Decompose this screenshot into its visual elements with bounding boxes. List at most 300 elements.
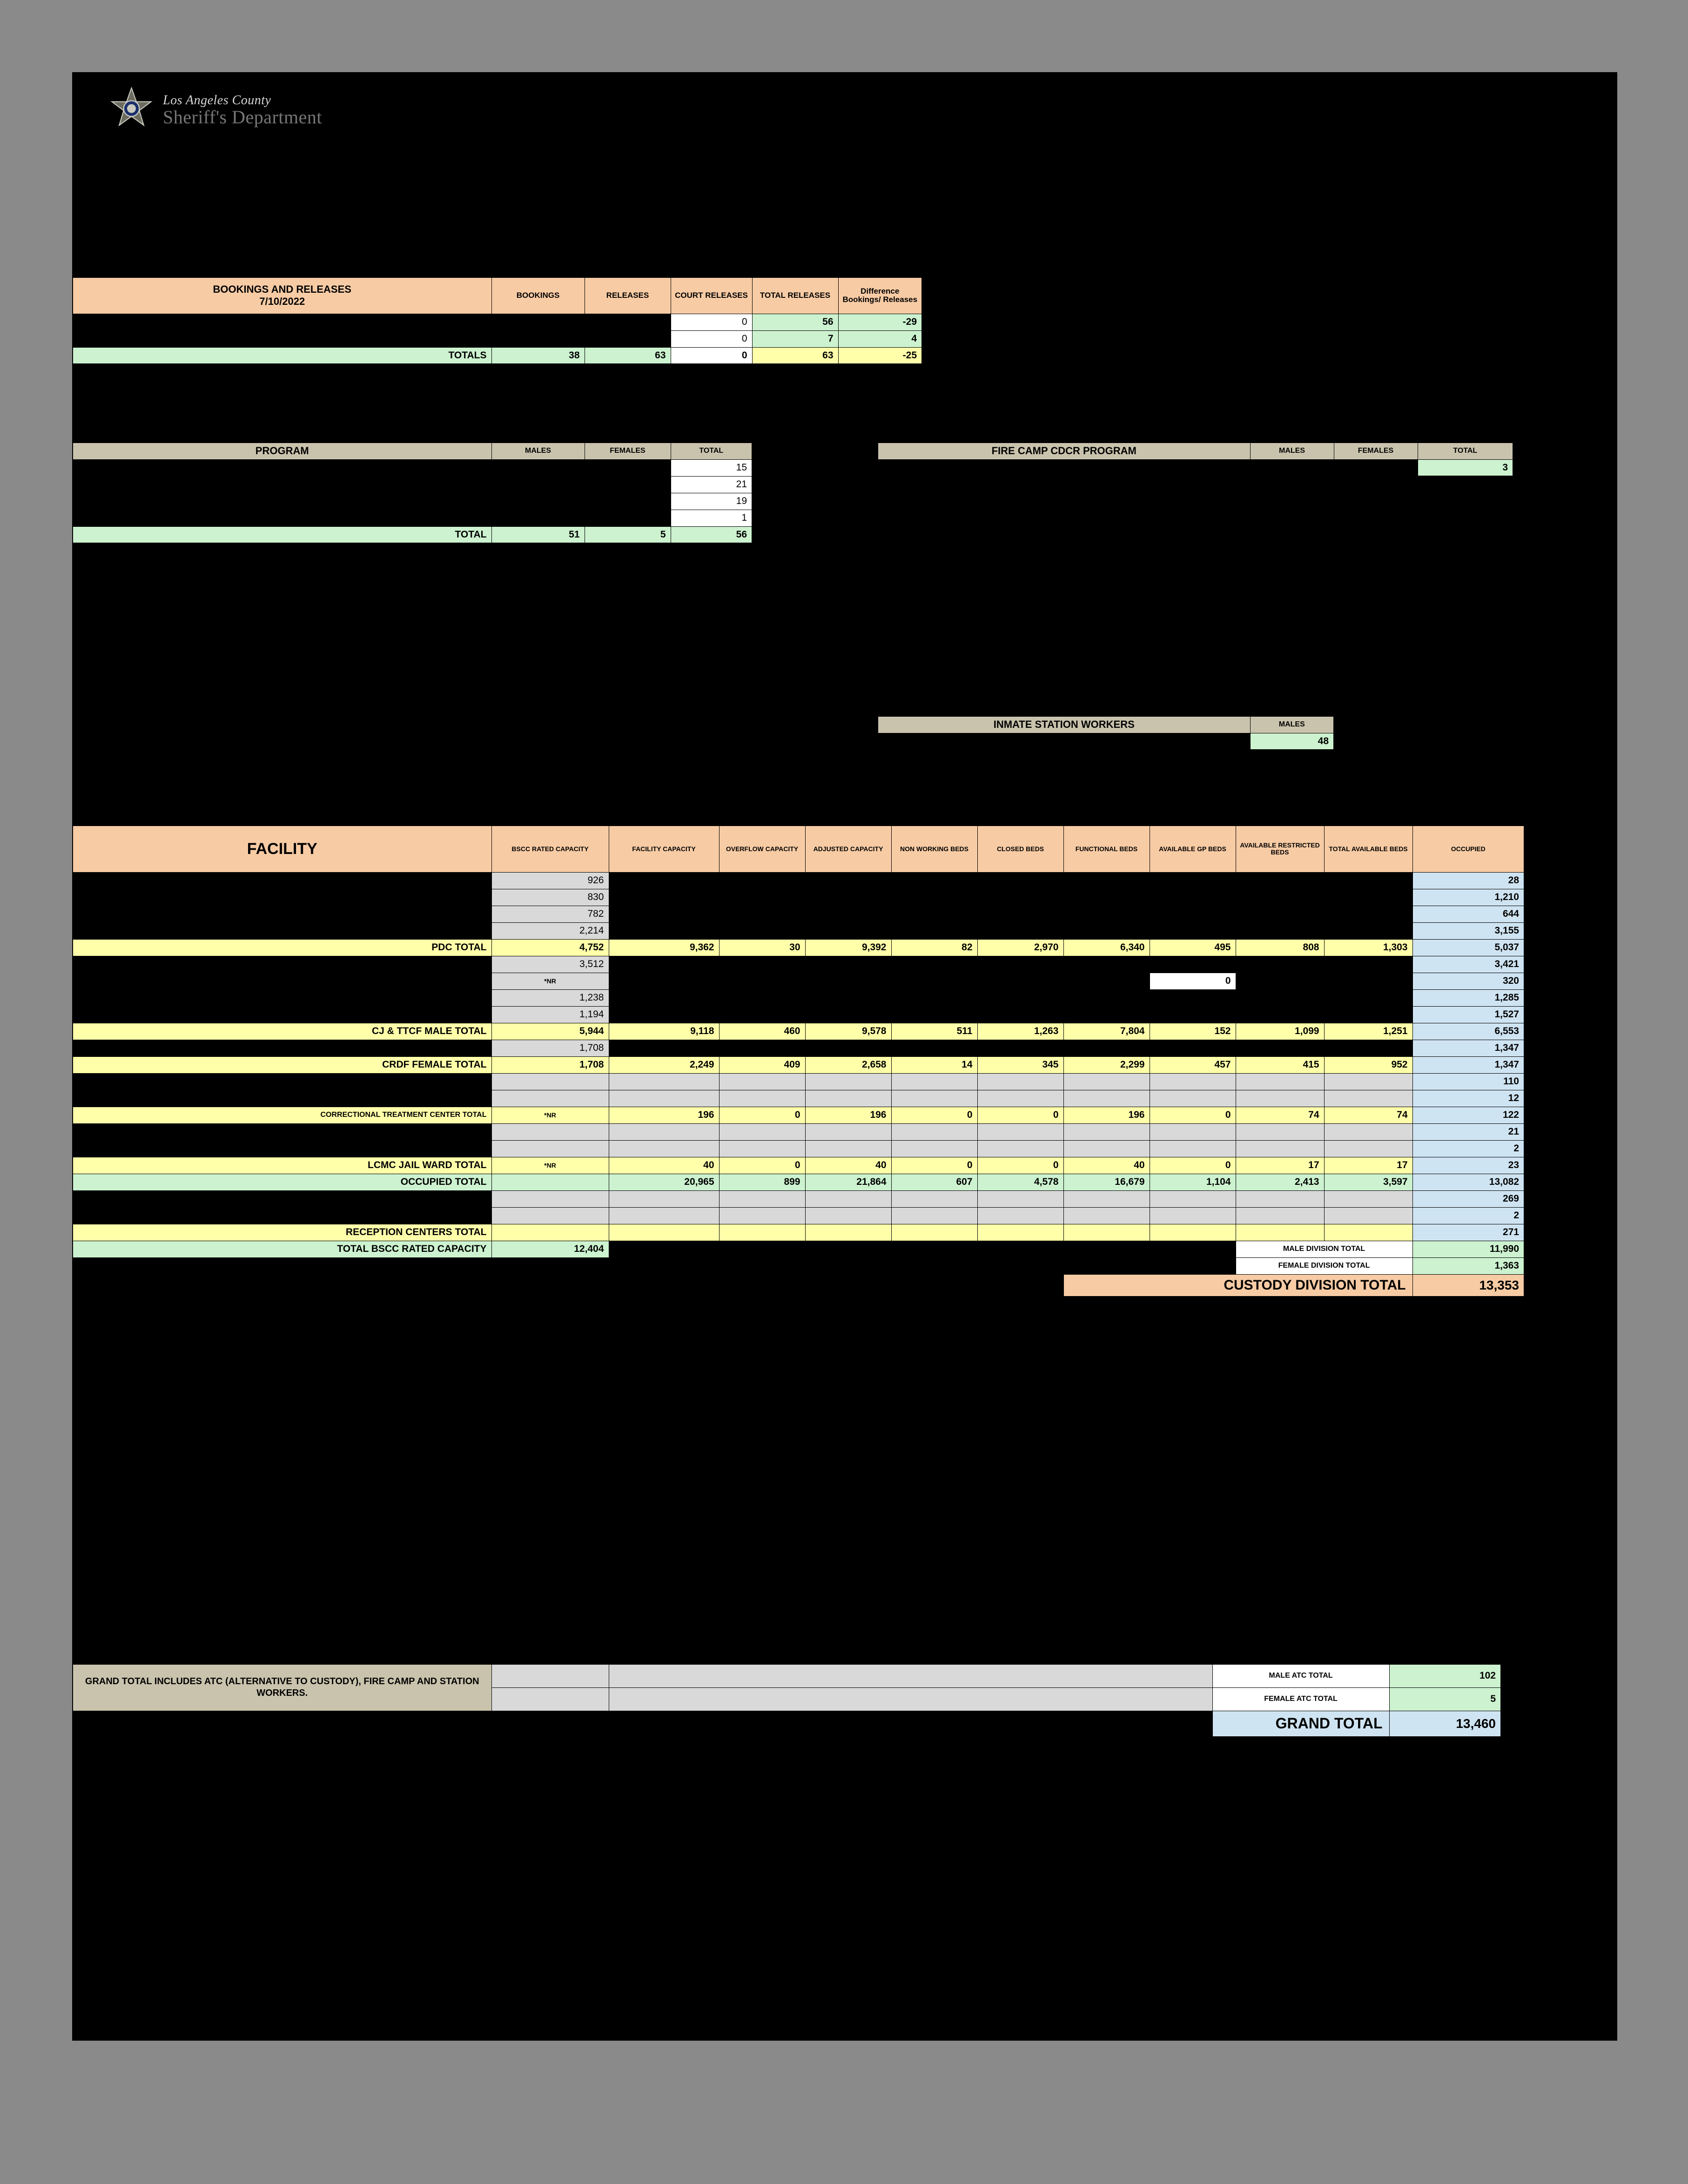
row5-label xyxy=(73,956,491,973)
table-row-total xyxy=(73,1056,1524,1073)
row4-adj: 9,392 xyxy=(805,939,891,956)
row10-closed xyxy=(977,1040,1063,1056)
row3-bscc: 2,214 xyxy=(491,922,609,939)
bookings-totals-total: 63 xyxy=(752,347,838,364)
program-row xyxy=(73,476,752,493)
table-row-total xyxy=(73,939,1524,956)
row2-occ: 644 xyxy=(1412,906,1524,922)
row17-bscc: *NR xyxy=(491,1157,609,1174)
fire-camp-spacer xyxy=(878,459,1250,476)
row19-totavail xyxy=(1324,1190,1412,1207)
grand-total-label: GRAND TOTAL xyxy=(1212,1711,1389,1737)
row19-adj xyxy=(805,1190,891,1207)
program-totals-label: TOTAL xyxy=(73,526,491,543)
row16-adj xyxy=(805,1140,891,1157)
bookings-totals-releases: 63 xyxy=(585,347,671,364)
grand-note-row xyxy=(73,1664,1501,1687)
row0-closed xyxy=(977,872,1063,889)
row10-fac xyxy=(609,1040,719,1056)
row21-adj xyxy=(805,1224,891,1241)
row12-func xyxy=(1063,1073,1150,1090)
row10-adj xyxy=(805,1040,891,1056)
facility-header-row xyxy=(73,826,1524,872)
fire-camp-col-females: FEMALES xyxy=(1334,443,1418,459)
program-row3-males xyxy=(491,493,585,510)
row3-func xyxy=(1063,922,1150,939)
row19-closed xyxy=(977,1190,1063,1207)
bookings-totals-diff: -25 xyxy=(838,347,922,364)
program-row3-females xyxy=(585,493,671,510)
row1-adj xyxy=(805,889,891,906)
row14-func: 196 xyxy=(1063,1107,1150,1123)
row10-nwb xyxy=(891,1040,977,1056)
row6-occ: 320 xyxy=(1412,973,1524,989)
grand-spacer-3 xyxy=(491,1687,609,1711)
custody-division-spacer xyxy=(73,1274,1063,1297)
row16-gp xyxy=(1150,1140,1236,1157)
program-row4-males xyxy=(491,510,585,526)
female-division-total-label: FEMALE DIVISION TOTAL xyxy=(1236,1257,1412,1274)
station-workers-value-row xyxy=(878,733,1334,750)
logo-line-2: Sheriff's Department xyxy=(163,107,322,128)
row7-label xyxy=(73,989,491,1006)
row14-adj: 196 xyxy=(805,1107,891,1123)
row18-adj: 21,864 xyxy=(805,1174,891,1190)
row13-bscc xyxy=(491,1090,609,1107)
row2-bscc: 782 xyxy=(491,906,609,922)
station-workers-header-row xyxy=(878,716,1334,733)
program-totals-total: 56 xyxy=(671,526,752,543)
row12-label xyxy=(73,1073,491,1090)
row7-adj xyxy=(805,989,891,1006)
bookings-row xyxy=(73,330,922,347)
row20-nwb xyxy=(891,1207,977,1224)
row12-bscc xyxy=(491,1073,609,1090)
station-workers-value: 48 xyxy=(1250,733,1334,750)
bookings-header-row xyxy=(73,277,922,314)
row21-nwb xyxy=(891,1224,977,1241)
program-row1-males xyxy=(491,459,585,476)
row12-nwb xyxy=(891,1073,977,1090)
row2-restr xyxy=(1236,906,1324,922)
row11-adj: 2,658 xyxy=(805,1056,891,1073)
row4-closed: 2,970 xyxy=(977,939,1063,956)
row6-ovf xyxy=(719,973,805,989)
custody-division-total-label: CUSTODY DIVISION TOTAL xyxy=(1063,1274,1412,1297)
row6-restr xyxy=(1236,973,1324,989)
col-difference: Difference Bookings/ Releases xyxy=(838,277,922,314)
program-title: PROGRAM xyxy=(73,443,491,459)
row9-ovf: 460 xyxy=(719,1023,805,1040)
row20-totavail xyxy=(1324,1207,1412,1224)
row13-gp xyxy=(1150,1090,1236,1107)
row19-gp xyxy=(1150,1190,1236,1207)
row11-fac: 2,249 xyxy=(609,1056,719,1073)
row3-label xyxy=(73,922,491,939)
program-col-males: MALES xyxy=(491,443,585,459)
row8-totavail xyxy=(1324,1006,1412,1023)
inmate-station-workers-table xyxy=(877,716,1334,750)
table-row xyxy=(73,1190,1524,1207)
col-occupied: OCCUPIED xyxy=(1412,826,1524,872)
program-header-row xyxy=(73,443,752,459)
row11-nwb: 14 xyxy=(891,1056,977,1073)
bookings-title: BOOKINGS AND RELEASES xyxy=(213,283,351,296)
row7-totavail xyxy=(1324,989,1412,1006)
row3-closed xyxy=(977,922,1063,939)
bookings-row1-releases xyxy=(585,314,671,330)
program-row xyxy=(73,493,752,510)
bookings-row2-court: 0 xyxy=(671,330,752,347)
fire-camp-col-total: TOTAL xyxy=(1418,443,1513,459)
row2-func xyxy=(1063,906,1150,922)
row20-func xyxy=(1063,1207,1150,1224)
row9-restr: 1,099 xyxy=(1236,1023,1324,1040)
table-row xyxy=(73,1006,1524,1023)
row1-func xyxy=(1063,889,1150,906)
row13-ovf xyxy=(719,1090,805,1107)
row9-func: 7,804 xyxy=(1063,1023,1150,1040)
row11-occ: 1,347 xyxy=(1412,1056,1524,1073)
table-row xyxy=(73,989,1524,1006)
col-bookings: BOOKINGS xyxy=(491,277,585,314)
table-row xyxy=(73,1040,1524,1056)
table-row xyxy=(73,922,1524,939)
bookings-row1-bookings xyxy=(491,314,585,330)
program-totals-males: 51 xyxy=(491,526,585,543)
table-row xyxy=(73,956,1524,973)
row1-closed xyxy=(977,889,1063,906)
bookings-row2-label xyxy=(73,330,491,347)
row8-fac xyxy=(609,1006,719,1023)
program-table xyxy=(72,442,753,544)
row1-gp xyxy=(1150,889,1236,906)
row6-totavail xyxy=(1324,973,1412,989)
row15-adj xyxy=(805,1123,891,1140)
fire-camp-total: 3 xyxy=(1418,459,1513,476)
row18-gp: 1,104 xyxy=(1150,1174,1236,1190)
female-division-total-value: 1,363 xyxy=(1412,1257,1524,1274)
female-atc-total-label: FEMALE ATC TOTAL xyxy=(1212,1687,1389,1711)
row1-label xyxy=(73,889,491,906)
row9-occ: 6,553 xyxy=(1412,1023,1524,1040)
row15-closed xyxy=(977,1123,1063,1140)
col-non-working-beds: NON WORKING BEDS xyxy=(891,826,977,872)
table-row-total xyxy=(73,1107,1524,1123)
row6-bscc: *NR xyxy=(491,973,609,989)
row11-gp: 457 xyxy=(1150,1056,1236,1073)
custody-division-total-value: 13,353 xyxy=(1412,1274,1524,1297)
row0-occ: 28 xyxy=(1412,872,1524,889)
row0-fac xyxy=(609,872,719,889)
row19-bscc xyxy=(491,1190,609,1207)
row21-func xyxy=(1063,1224,1150,1241)
row12-closed xyxy=(977,1073,1063,1090)
row5-closed xyxy=(977,956,1063,973)
row0-gp xyxy=(1150,872,1236,889)
custody-division-row xyxy=(73,1274,1524,1297)
row17-adj: 40 xyxy=(805,1157,891,1174)
row19-restr xyxy=(1236,1190,1324,1207)
grand-total-table xyxy=(72,1664,1501,1737)
row21-occ: 271 xyxy=(1412,1224,1524,1241)
female-division-spacer xyxy=(73,1257,1236,1274)
bookings-row2-total: 7 xyxy=(752,330,838,347)
program-totals-row xyxy=(73,526,752,543)
row1-restr xyxy=(1236,889,1324,906)
row8-ovf xyxy=(719,1006,805,1023)
grand-total-note: GRAND TOTAL INCLUDES ATC (ALTERNATIVE TO CUSTODY), FIRE CAMP AND STATION WORKERS. xyxy=(73,1664,491,1711)
row18-totavail: 3,597 xyxy=(1324,1174,1412,1190)
row6-nwb xyxy=(891,973,977,989)
row15-totavail xyxy=(1324,1123,1412,1140)
bookings-totals-label: TOTALS xyxy=(73,347,491,364)
row14-occ: 122 xyxy=(1412,1107,1524,1123)
row4-func: 6,340 xyxy=(1063,939,1150,956)
row18-fac: 20,965 xyxy=(609,1174,719,1190)
row3-ovf xyxy=(719,922,805,939)
row6-label xyxy=(73,973,491,989)
table-row-total xyxy=(73,1224,1524,1241)
row19-fac xyxy=(609,1190,719,1207)
row4-gp: 495 xyxy=(1150,939,1236,956)
row8-closed xyxy=(977,1006,1063,1023)
col-court-releases: COURT RELEASES xyxy=(671,277,752,314)
program-row1-total: 15 xyxy=(671,459,752,476)
row14-restr: 74 xyxy=(1236,1107,1324,1123)
male-division-total-value: 11,990 xyxy=(1412,1241,1524,1257)
row6-closed xyxy=(977,973,1063,989)
row14-bscc: *NR xyxy=(491,1107,609,1123)
sheriff-star-icon xyxy=(107,86,156,135)
grand-total-value: 13,460 xyxy=(1389,1711,1501,1737)
bscc-total-row xyxy=(73,1241,1524,1257)
row14-fac: 196 xyxy=(609,1107,719,1123)
program-col-total: TOTAL xyxy=(671,443,752,459)
table-row xyxy=(73,1073,1524,1090)
female-atc-total-value: 5 xyxy=(1389,1687,1501,1711)
row21-bscc xyxy=(491,1224,609,1241)
program-row2-females xyxy=(585,476,671,493)
row20-occ: 2 xyxy=(1412,1207,1524,1224)
bscc-total-value: 12,404 xyxy=(491,1241,609,1257)
row15-ovf xyxy=(719,1123,805,1140)
row6-fac xyxy=(609,973,719,989)
row15-bscc xyxy=(491,1123,609,1140)
row13-label xyxy=(73,1090,491,1107)
row10-occ: 1,347 xyxy=(1412,1040,1524,1056)
row4-occ: 5,037 xyxy=(1412,939,1524,956)
row7-gp xyxy=(1150,989,1236,1006)
row9-adj: 9,578 xyxy=(805,1023,891,1040)
program-row3-label xyxy=(73,493,491,510)
row20-bscc xyxy=(491,1207,609,1224)
row9-bscc: 5,944 xyxy=(491,1023,609,1040)
row21-totavail xyxy=(1324,1224,1412,1241)
row21-gp xyxy=(1150,1224,1236,1241)
report-sheet xyxy=(72,72,1617,2041)
row13-nwb xyxy=(891,1090,977,1107)
row9-totavail: 1,251 xyxy=(1324,1023,1412,1040)
row16-ovf xyxy=(719,1140,805,1157)
fire-camp-value-row xyxy=(878,459,1513,476)
row8-gp xyxy=(1150,1006,1236,1023)
row11-closed: 345 xyxy=(977,1056,1063,1073)
row10-func xyxy=(1063,1040,1150,1056)
row18-nwb: 607 xyxy=(891,1174,977,1190)
row9-nwb: 511 xyxy=(891,1023,977,1040)
bookings-row xyxy=(73,314,922,330)
row10-label xyxy=(73,1040,491,1056)
program-row1-label xyxy=(73,459,491,476)
row2-gp xyxy=(1150,906,1236,922)
row0-func xyxy=(1063,872,1150,889)
row2-adj xyxy=(805,906,891,922)
bookings-totals-row xyxy=(73,347,922,364)
row12-ovf xyxy=(719,1073,805,1090)
bscc-total-label: TOTAL BSCC RATED CAPACITY xyxy=(73,1241,491,1257)
row20-gp xyxy=(1150,1207,1236,1224)
table-row xyxy=(73,1123,1524,1140)
row19-ovf xyxy=(719,1190,805,1207)
row3-gp xyxy=(1150,922,1236,939)
row21-ovf xyxy=(719,1224,805,1241)
table-row xyxy=(73,889,1524,906)
row13-occ: 12 xyxy=(1412,1090,1524,1107)
row5-bscc: 3,512 xyxy=(491,956,609,973)
row20-ovf xyxy=(719,1207,805,1224)
row3-adj xyxy=(805,922,891,939)
row11-func: 2,299 xyxy=(1063,1056,1150,1073)
row4-restr: 808 xyxy=(1236,939,1324,956)
row7-ovf xyxy=(719,989,805,1006)
table-row xyxy=(73,906,1524,922)
row17-nwb: 0 xyxy=(891,1157,977,1174)
table-row xyxy=(73,1140,1524,1157)
bookings-totals-bookings: 38 xyxy=(491,347,585,364)
station-workers-col-males: MALES xyxy=(1250,716,1334,733)
station-workers-title: INMATE STATION WORKERS xyxy=(878,716,1250,733)
row18-restr: 2,413 xyxy=(1236,1174,1324,1190)
row19-label xyxy=(73,1190,491,1207)
row16-totavail xyxy=(1324,1140,1412,1157)
row4-label: PDC TOTAL xyxy=(73,939,491,956)
row3-occ: 3,155 xyxy=(1412,922,1524,939)
row0-adj xyxy=(805,872,891,889)
row12-totavail xyxy=(1324,1073,1412,1090)
row17-restr: 17 xyxy=(1236,1157,1324,1174)
row2-totavail xyxy=(1324,906,1412,922)
program-row4-label xyxy=(73,510,491,526)
row17-func: 40 xyxy=(1063,1157,1150,1174)
row19-func xyxy=(1063,1190,1150,1207)
program-row1-females xyxy=(585,459,671,476)
row16-restr xyxy=(1236,1140,1324,1157)
row5-func xyxy=(1063,956,1150,973)
row5-ovf xyxy=(719,956,805,973)
row20-restr xyxy=(1236,1207,1324,1224)
row15-occ: 21 xyxy=(1412,1123,1524,1140)
bookings-row1-diff: -29 xyxy=(838,314,922,330)
row4-ovf: 30 xyxy=(719,939,805,956)
row19-nwb xyxy=(891,1190,977,1207)
col-closed-beds: CLOSED BEDS xyxy=(977,826,1063,872)
row21-closed xyxy=(977,1224,1063,1241)
program-row2-label xyxy=(73,476,491,493)
row18-func: 16,679 xyxy=(1063,1174,1150,1190)
row14-nwb: 0 xyxy=(891,1107,977,1123)
row1-nwb xyxy=(891,889,977,906)
row18-bscc xyxy=(491,1174,609,1190)
row13-closed xyxy=(977,1090,1063,1107)
station-workers-spacer xyxy=(878,733,1250,750)
row16-nwb xyxy=(891,1140,977,1157)
row15-nwb xyxy=(891,1123,977,1140)
row8-label xyxy=(73,1006,491,1023)
row13-totavail xyxy=(1324,1090,1412,1107)
table-row xyxy=(73,872,1524,889)
row5-nwb xyxy=(891,956,977,973)
row17-ovf: 0 xyxy=(719,1157,805,1174)
row20-adj xyxy=(805,1207,891,1224)
row16-closed xyxy=(977,1140,1063,1157)
row10-gp xyxy=(1150,1040,1236,1056)
program-row xyxy=(73,510,752,526)
program-row3-total: 19 xyxy=(671,493,752,510)
table-row-total xyxy=(73,1157,1524,1174)
program-col-females: FEMALES xyxy=(585,443,671,459)
row19-occ: 269 xyxy=(1412,1190,1524,1207)
row4-fac: 9,362 xyxy=(609,939,719,956)
col-releases: RELEASES xyxy=(585,277,671,314)
row9-closed: 1,263 xyxy=(977,1023,1063,1040)
row14-ovf: 0 xyxy=(719,1107,805,1123)
table-row-occupied-total xyxy=(73,1174,1524,1190)
row2-closed xyxy=(977,906,1063,922)
row20-label xyxy=(73,1207,491,1224)
bookings-row2-diff: 4 xyxy=(838,330,922,347)
row2-fac xyxy=(609,906,719,922)
fire-camp-table xyxy=(877,442,1513,477)
row3-fac xyxy=(609,922,719,939)
grand-spacer-4 xyxy=(609,1687,1212,1711)
row7-fac xyxy=(609,989,719,1006)
row15-func xyxy=(1063,1123,1150,1140)
row8-occ: 1,527 xyxy=(1412,1006,1524,1023)
row4-bscc: 4,752 xyxy=(491,939,609,956)
male-atc-total-label: MALE ATC TOTAL xyxy=(1212,1664,1389,1687)
row13-adj xyxy=(805,1090,891,1107)
row4-nwb: 82 xyxy=(891,939,977,956)
row6-adj xyxy=(805,973,891,989)
row0-restr xyxy=(1236,872,1324,889)
row15-label xyxy=(73,1123,491,1140)
program-totals-females: 5 xyxy=(585,526,671,543)
row17-occ: 23 xyxy=(1412,1157,1524,1174)
logo-line-1: Los Angeles County xyxy=(163,93,271,108)
row13-func xyxy=(1063,1090,1150,1107)
row18-label: OCCUPIED TOTAL xyxy=(73,1174,491,1190)
row10-bscc: 1,708 xyxy=(491,1040,609,1056)
row2-ovf xyxy=(719,906,805,922)
row4-totavail: 1,303 xyxy=(1324,939,1412,956)
row13-fac xyxy=(609,1090,719,1107)
bscc-total-spacer xyxy=(609,1241,1236,1257)
row15-gp xyxy=(1150,1123,1236,1140)
row8-func xyxy=(1063,1006,1150,1023)
row11-totavail: 952 xyxy=(1324,1056,1412,1073)
row10-ovf xyxy=(719,1040,805,1056)
